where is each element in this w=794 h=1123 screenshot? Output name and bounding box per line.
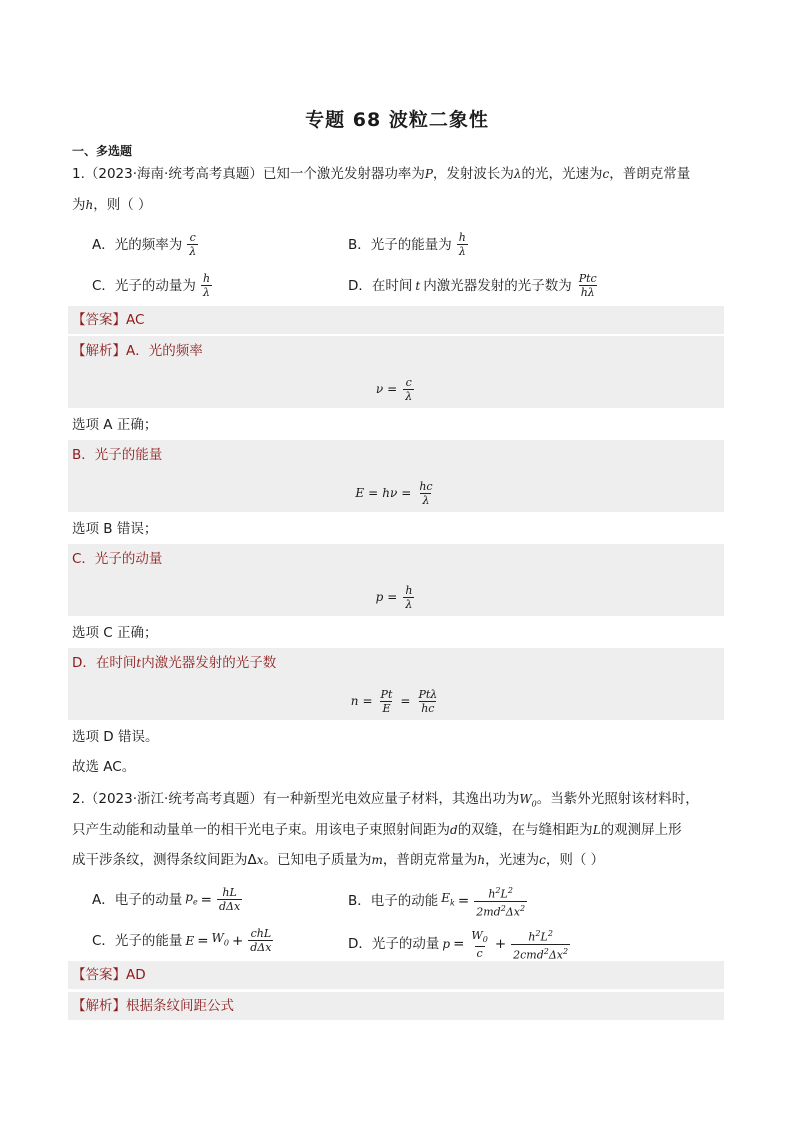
- q2-option-c[interactable]: C．光子的能量 E = $W_0$ + $\frac{\text{chL}}{\text{dΔx}}$: [92, 927, 272, 954]
- q1-answer: 【答案】AC: [72, 312, 145, 328]
- q2-option-b[interactable]: B．电子的动能 $E_k$ = $\frac{h^2L^2}{2md^2\Delta x^2}$: [348, 886, 526, 919]
- q1-equation-photon-count: n = $\frac{Pt}{E}$ = $\frac{\text{Ptλ}}{hc}$: [350, 687, 438, 715]
- q2-analysis: 【解析】根据条纹间距公式: [72, 998, 234, 1014]
- q2-stem-line1: 2.（2023·浙江·统考高考真题）有一种新型光电效应量子材料，其逸出功为$W_0$。当紫外光照射该材料时，: [72, 791, 699, 809]
- q2-stem-line2: 只产生动能和动量单一的相干光电子束。用该电子束照射间距为d的双缝，在与缝相距为L的观测屏上形: [72, 822, 682, 838]
- q1-judge-b: 选项 B 错误；: [72, 521, 158, 537]
- q1-stem-line2: 为h，则（ ）: [72, 197, 152, 213]
- q2-stem-line3: 成干涉条纹，测得条纹间距为Δx。已知电子质量为m，普朗克常量为h，光速为c，则（ ）: [72, 852, 605, 868]
- q1-judge-a: 选项 A 正确；: [72, 417, 158, 433]
- q1-judge-d: 选项 D 错误。: [72, 729, 159, 745]
- q1-equation-energy: E = hν = $\frac{hc}{\lambda}$: [355, 479, 433, 507]
- q1-equation-frequency: ν = $\frac{c}{\lambda}$: [375, 375, 413, 403]
- q1-option-b[interactable]: B．光子的能量为 $\frac{h}{\lambda}$: [348, 231, 466, 258]
- q1-option-d[interactable]: D．在时间 t 内激光器发射的光子数为 $\frac{\text{Ptc}}{h\lambda}$: [348, 272, 597, 299]
- q1-judge-c: 选项 C 正确；: [72, 625, 158, 641]
- q1-analysis-d: D．在时间t内激光器发射的光子数: [72, 655, 277, 671]
- q1-analysis-b: B．光子的能量: [72, 447, 163, 463]
- q1-equation-momentum: p = $\frac{h}{\lambda}$: [375, 583, 413, 611]
- q1-answer-band: [68, 306, 724, 334]
- q2-option-d[interactable]: D．光子的动量 p = $\frac{W_0}{c}$ + $\frac{h^2L^2}{2cmd^2\Delta x^2}$: [348, 928, 569, 962]
- q1-stem-line1: 1.（2023·海南·统考高考真题）已知一个激光发射器功率为P，发射波长为λ的光，光速为c，普朗克常量: [72, 166, 691, 182]
- q2-answer: 【答案】AD: [72, 967, 146, 983]
- q1-analysis-c: C．光子的动量: [72, 551, 163, 567]
- q2-option-a[interactable]: A．电子的动量 $p_e$ = $\frac{hL}{\text{dΔx}}$: [92, 886, 241, 913]
- q1-conclusion: 故选 AC。: [72, 759, 136, 775]
- q1-option-a[interactable]: A．光的频率为 $\frac{c}{\lambda}$: [92, 231, 197, 258]
- q1-analysis-a: 【解析】A．光的频率: [72, 343, 203, 359]
- section-heading: 一、多选题: [72, 144, 133, 158]
- page-title: 专题 68 波粒二象性: [305, 109, 489, 131]
- q1-option-c[interactable]: C．光子的动量为 $\frac{h}{\lambda}$: [92, 272, 211, 299]
- q2-answer-band: [68, 961, 724, 989]
